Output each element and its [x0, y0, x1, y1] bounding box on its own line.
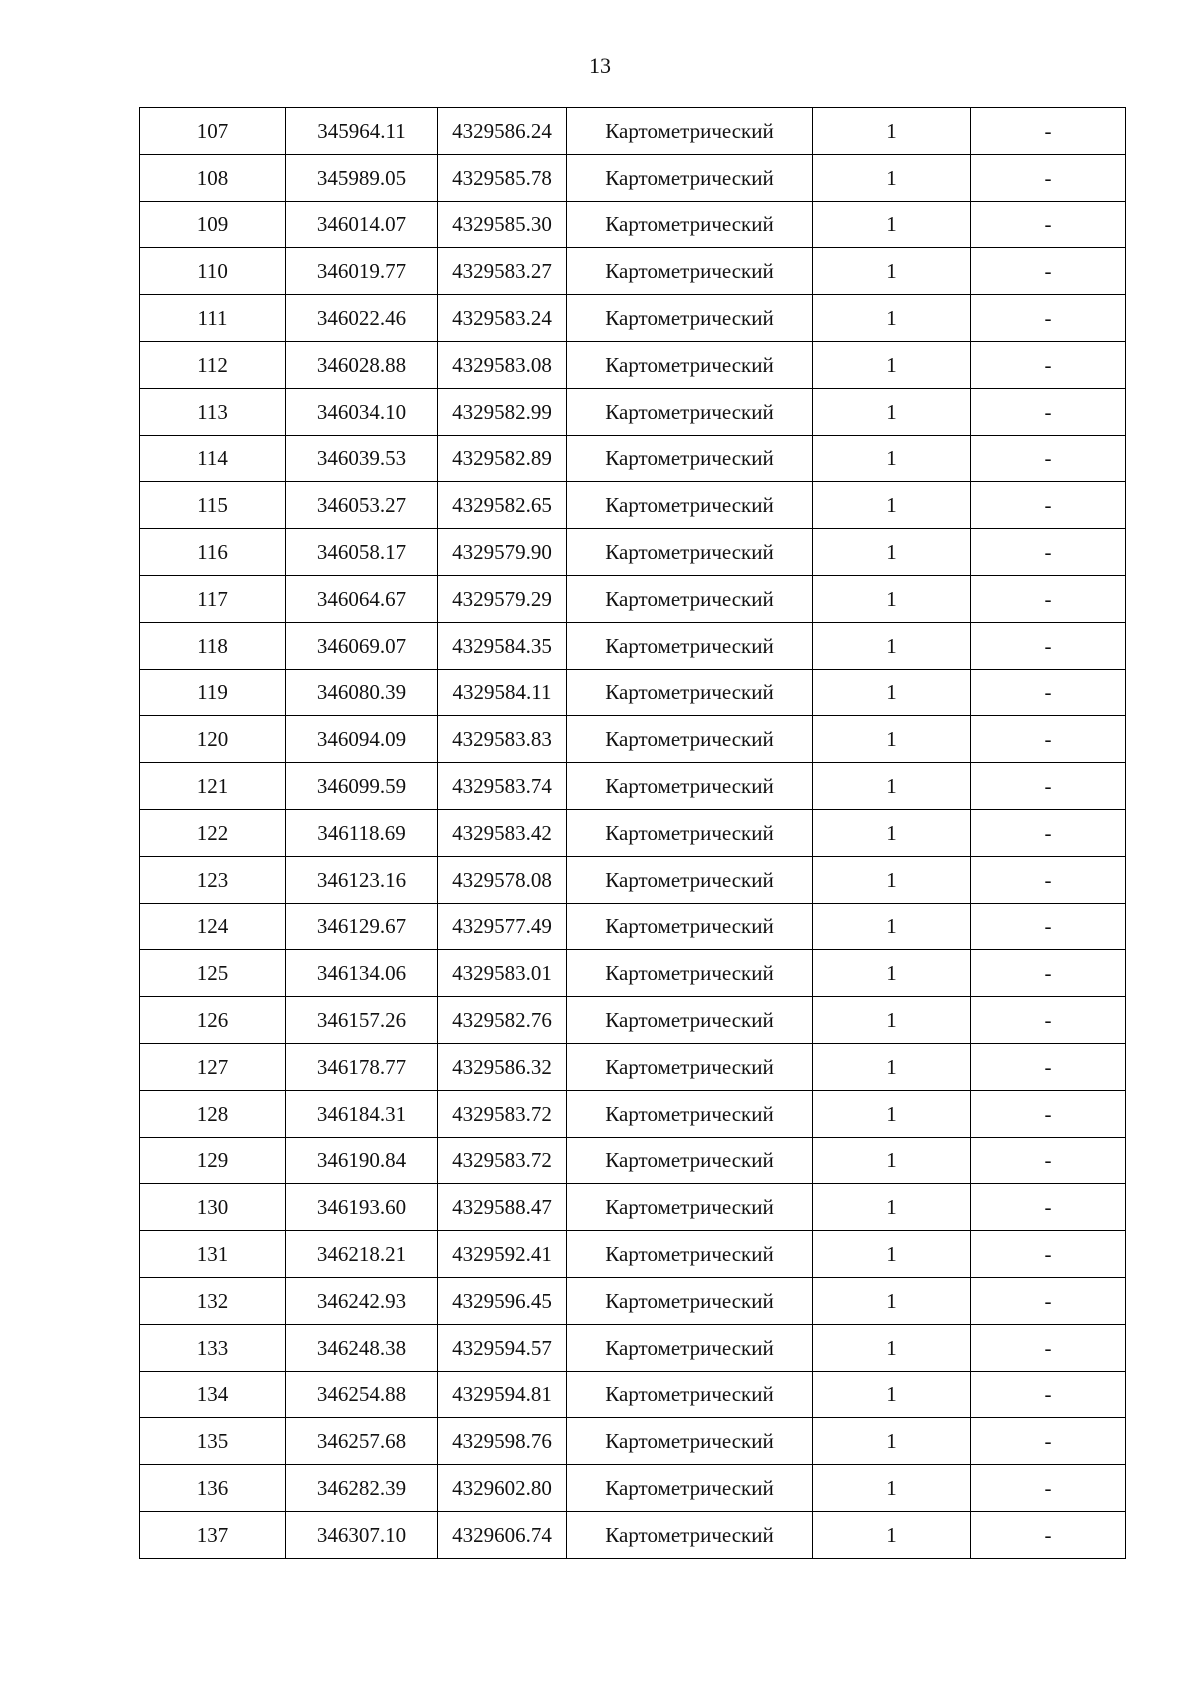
point-number-cell: 112 [140, 341, 286, 388]
point-number-cell: 128 [140, 1090, 286, 1137]
point-number-cell: 115 [140, 482, 286, 529]
x-coordinate-cell: 346257.68 [286, 1418, 438, 1465]
method-cell: Картометрический [567, 1231, 813, 1278]
y-coordinate-cell: 4329594.81 [438, 1371, 567, 1418]
method-cell: Картометрический [567, 388, 813, 435]
note-cell: - [971, 575, 1126, 622]
y-coordinate-cell: 4329583.01 [438, 950, 567, 997]
table-row [140, 1511, 1126, 1558]
method-cell: Картометрический [567, 997, 813, 1044]
table-row [140, 341, 1126, 388]
point-number-cell: 120 [140, 716, 286, 763]
accuracy-cell: 1 [813, 1184, 971, 1231]
y-coordinate-cell: 4329583.27 [438, 248, 567, 295]
x-coordinate-cell: 346282.39 [286, 1465, 438, 1512]
table-row [140, 435, 1126, 482]
y-coordinate-cell: 4329585.78 [438, 154, 567, 201]
table-row [140, 997, 1126, 1044]
table-row [140, 1137, 1126, 1184]
method-cell: Картометрический [567, 1371, 813, 1418]
point-number-cell: 134 [140, 1371, 286, 1418]
x-coordinate-cell: 346248.38 [286, 1324, 438, 1371]
page-number: 13 [589, 53, 611, 78]
x-coordinate-cell: 345964.11 [286, 108, 438, 155]
x-coordinate-cell: 346094.09 [286, 716, 438, 763]
accuracy-cell: 1 [813, 669, 971, 716]
x-coordinate-cell: 345989.05 [286, 154, 438, 201]
accuracy-cell: 1 [813, 388, 971, 435]
accuracy-cell: 1 [813, 997, 971, 1044]
table-row [140, 482, 1126, 529]
accuracy-cell: 1 [813, 1043, 971, 1090]
y-coordinate-cell: 4329579.90 [438, 529, 567, 576]
point-number-cell: 113 [140, 388, 286, 435]
x-coordinate-cell: 346034.10 [286, 388, 438, 435]
y-coordinate-cell: 4329583.72 [438, 1090, 567, 1137]
method-cell: Картометрический [567, 809, 813, 856]
accuracy-cell: 1 [813, 248, 971, 295]
x-coordinate-cell: 346099.59 [286, 763, 438, 810]
point-number-cell: 137 [140, 1511, 286, 1558]
table-row [140, 1090, 1126, 1137]
x-coordinate-cell: 346190.84 [286, 1137, 438, 1184]
x-coordinate-cell: 346218.21 [286, 1231, 438, 1278]
accuracy-cell: 1 [813, 1137, 971, 1184]
accuracy-cell: 1 [813, 716, 971, 763]
table-row [140, 903, 1126, 950]
note-cell: - [971, 1184, 1126, 1231]
x-coordinate-cell: 346307.10 [286, 1511, 438, 1558]
note-cell: - [971, 1324, 1126, 1371]
method-cell: Картометрический [567, 763, 813, 810]
method-cell: Картометрический [567, 1324, 813, 1371]
y-coordinate-cell: 4329592.41 [438, 1231, 567, 1278]
accuracy-cell: 1 [813, 295, 971, 342]
point-number-cell: 126 [140, 997, 286, 1044]
x-coordinate-cell: 346022.46 [286, 295, 438, 342]
y-coordinate-cell: 4329582.89 [438, 435, 567, 482]
x-coordinate-cell: 346254.88 [286, 1371, 438, 1418]
point-number-cell: 133 [140, 1324, 286, 1371]
table-row [140, 716, 1126, 763]
note-cell: - [971, 482, 1126, 529]
accuracy-cell: 1 [813, 1465, 971, 1512]
y-coordinate-cell: 4329588.47 [438, 1184, 567, 1231]
table-row [140, 1371, 1126, 1418]
method-cell: Картометрический [567, 856, 813, 903]
table-row [140, 248, 1126, 295]
table-row [140, 154, 1126, 201]
accuracy-cell: 1 [813, 1090, 971, 1137]
point-number-cell: 109 [140, 201, 286, 248]
point-number-cell: 127 [140, 1043, 286, 1090]
table-row [140, 295, 1126, 342]
y-coordinate-cell: 4329596.45 [438, 1277, 567, 1324]
y-coordinate-cell: 4329585.30 [438, 201, 567, 248]
x-coordinate-cell: 346028.88 [286, 341, 438, 388]
y-coordinate-cell: 4329578.08 [438, 856, 567, 903]
point-number-cell: 130 [140, 1184, 286, 1231]
table-row [140, 1277, 1126, 1324]
accuracy-cell: 1 [813, 950, 971, 997]
y-coordinate-cell: 4329583.08 [438, 341, 567, 388]
method-cell: Картометрический [567, 1184, 813, 1231]
y-coordinate-cell: 4329583.74 [438, 763, 567, 810]
note-cell: - [971, 388, 1126, 435]
method-cell: Картометрический [567, 295, 813, 342]
method-cell: Картометрический [567, 950, 813, 997]
note-cell: - [971, 108, 1126, 155]
accuracy-cell: 1 [813, 1231, 971, 1278]
point-number-cell: 123 [140, 856, 286, 903]
y-coordinate-cell: 4329584.35 [438, 622, 567, 669]
point-number-cell: 117 [140, 575, 286, 622]
accuracy-cell: 1 [813, 154, 971, 201]
x-coordinate-cell: 346080.39 [286, 669, 438, 716]
note-cell: - [971, 248, 1126, 295]
x-coordinate-cell: 346157.26 [286, 997, 438, 1044]
table-row [140, 809, 1126, 856]
y-coordinate-cell: 4329577.49 [438, 903, 567, 950]
table-row [140, 388, 1126, 435]
table-row [140, 1324, 1126, 1371]
point-number-cell: 111 [140, 295, 286, 342]
point-number-cell: 114 [140, 435, 286, 482]
method-cell: Картометрический [567, 1137, 813, 1184]
note-cell: - [971, 622, 1126, 669]
note-cell: - [971, 529, 1126, 576]
note-cell: - [971, 716, 1126, 763]
table-row [140, 950, 1126, 997]
coordinates-table [139, 107, 1126, 1559]
method-cell: Картометрический [567, 1465, 813, 1512]
note-cell: - [971, 1418, 1126, 1465]
note-cell: - [971, 856, 1126, 903]
note-cell: - [971, 809, 1126, 856]
table-row [140, 1043, 1126, 1090]
y-coordinate-cell: 4329583.83 [438, 716, 567, 763]
note-cell: - [971, 154, 1126, 201]
note-cell: - [971, 1277, 1126, 1324]
point-number-cell: 107 [140, 108, 286, 155]
method-cell: Картометрический [567, 482, 813, 529]
method-cell: Картометрический [567, 622, 813, 669]
x-coordinate-cell: 346242.93 [286, 1277, 438, 1324]
method-cell: Картометрический [567, 575, 813, 622]
note-cell: - [971, 1090, 1126, 1137]
method-cell: Картометрический [567, 201, 813, 248]
point-number-cell: 110 [140, 248, 286, 295]
method-cell: Картометрический [567, 669, 813, 716]
x-coordinate-cell: 346019.77 [286, 248, 438, 295]
point-number-cell: 135 [140, 1418, 286, 1465]
x-coordinate-cell: 346178.77 [286, 1043, 438, 1090]
y-coordinate-cell: 4329583.42 [438, 809, 567, 856]
y-coordinate-cell: 4329602.80 [438, 1465, 567, 1512]
accuracy-cell: 1 [813, 763, 971, 810]
accuracy-cell: 1 [813, 1324, 971, 1371]
note-cell: - [971, 295, 1126, 342]
accuracy-cell: 1 [813, 482, 971, 529]
point-number-cell: 136 [140, 1465, 286, 1512]
note-cell: - [971, 435, 1126, 482]
accuracy-cell: 1 [813, 622, 971, 669]
note-cell: - [971, 1231, 1126, 1278]
table-row [140, 1184, 1126, 1231]
y-coordinate-cell: 4329584.11 [438, 669, 567, 716]
point-number-cell: 116 [140, 529, 286, 576]
y-coordinate-cell: 4329598.76 [438, 1418, 567, 1465]
point-number-cell: 125 [140, 950, 286, 997]
method-cell: Картометрический [567, 1277, 813, 1324]
method-cell: Картометрический [567, 903, 813, 950]
table-row [140, 669, 1126, 716]
method-cell: Картометрический [567, 435, 813, 482]
method-cell: Картометрический [567, 1090, 813, 1137]
method-cell: Картометрический [567, 248, 813, 295]
accuracy-cell: 1 [813, 903, 971, 950]
x-coordinate-cell: 346118.69 [286, 809, 438, 856]
y-coordinate-cell: 4329579.29 [438, 575, 567, 622]
accuracy-cell: 1 [813, 435, 971, 482]
method-cell: Картометрический [567, 108, 813, 155]
method-cell: Картометрический [567, 1418, 813, 1465]
point-number-cell: 129 [140, 1137, 286, 1184]
table-row [140, 201, 1126, 248]
table-row [140, 622, 1126, 669]
note-cell: - [971, 1043, 1126, 1090]
accuracy-cell: 1 [813, 1418, 971, 1465]
note-cell: - [971, 903, 1126, 950]
y-coordinate-cell: 4329583.72 [438, 1137, 567, 1184]
accuracy-cell: 1 [813, 1277, 971, 1324]
coordinates-table-body [140, 108, 1126, 1559]
accuracy-cell: 1 [813, 1371, 971, 1418]
method-cell: Картометрический [567, 529, 813, 576]
point-number-cell: 108 [140, 154, 286, 201]
accuracy-cell: 1 [813, 809, 971, 856]
accuracy-cell: 1 [813, 575, 971, 622]
note-cell: - [971, 1511, 1126, 1558]
method-cell: Картометрический [567, 716, 813, 763]
accuracy-cell: 1 [813, 1511, 971, 1558]
point-number-cell: 122 [140, 809, 286, 856]
x-coordinate-cell: 346184.31 [286, 1090, 438, 1137]
x-coordinate-cell: 346053.27 [286, 482, 438, 529]
table-row [140, 1465, 1126, 1512]
x-coordinate-cell: 346193.60 [286, 1184, 438, 1231]
note-cell: - [971, 669, 1126, 716]
x-coordinate-cell: 346039.53 [286, 435, 438, 482]
table-row [140, 108, 1126, 155]
method-cell: Картометрический [567, 1511, 813, 1558]
y-coordinate-cell: 4329582.65 [438, 482, 567, 529]
y-coordinate-cell: 4329582.76 [438, 997, 567, 1044]
x-coordinate-cell: 346134.06 [286, 950, 438, 997]
point-number-cell: 118 [140, 622, 286, 669]
point-number-cell: 124 [140, 903, 286, 950]
accuracy-cell: 1 [813, 341, 971, 388]
y-coordinate-cell: 4329582.99 [438, 388, 567, 435]
note-cell: - [971, 1371, 1126, 1418]
note-cell: - [971, 201, 1126, 248]
accuracy-cell: 1 [813, 108, 971, 155]
note-cell: - [971, 997, 1126, 1044]
table-row [140, 529, 1126, 576]
note-cell: - [971, 950, 1126, 997]
table-row [140, 763, 1126, 810]
y-coordinate-cell: 4329586.24 [438, 108, 567, 155]
accuracy-cell: 1 [813, 201, 971, 248]
table-row [140, 575, 1126, 622]
x-coordinate-cell: 346069.07 [286, 622, 438, 669]
table-row [140, 1231, 1126, 1278]
x-coordinate-cell: 346014.07 [286, 201, 438, 248]
point-number-cell: 121 [140, 763, 286, 810]
method-cell: Картометрический [567, 1043, 813, 1090]
point-number-cell: 132 [140, 1277, 286, 1324]
point-number-cell: 131 [140, 1231, 286, 1278]
x-coordinate-cell: 346058.17 [286, 529, 438, 576]
y-coordinate-cell: 4329594.57 [438, 1324, 567, 1371]
note-cell: - [971, 1465, 1126, 1512]
method-cell: Картометрический [567, 341, 813, 388]
note-cell: - [971, 763, 1126, 810]
table-row [140, 1418, 1126, 1465]
y-coordinate-cell: 4329586.32 [438, 1043, 567, 1090]
x-coordinate-cell: 346129.67 [286, 903, 438, 950]
note-cell: - [971, 1137, 1126, 1184]
y-coordinate-cell: 4329583.24 [438, 295, 567, 342]
x-coordinate-cell: 346064.67 [286, 575, 438, 622]
accuracy-cell: 1 [813, 529, 971, 576]
x-coordinate-cell: 346123.16 [286, 856, 438, 903]
accuracy-cell: 1 [813, 856, 971, 903]
point-number-cell: 119 [140, 669, 286, 716]
note-cell: - [971, 341, 1126, 388]
table-row [140, 856, 1126, 903]
method-cell: Картометрический [567, 154, 813, 201]
y-coordinate-cell: 4329606.74 [438, 1511, 567, 1558]
